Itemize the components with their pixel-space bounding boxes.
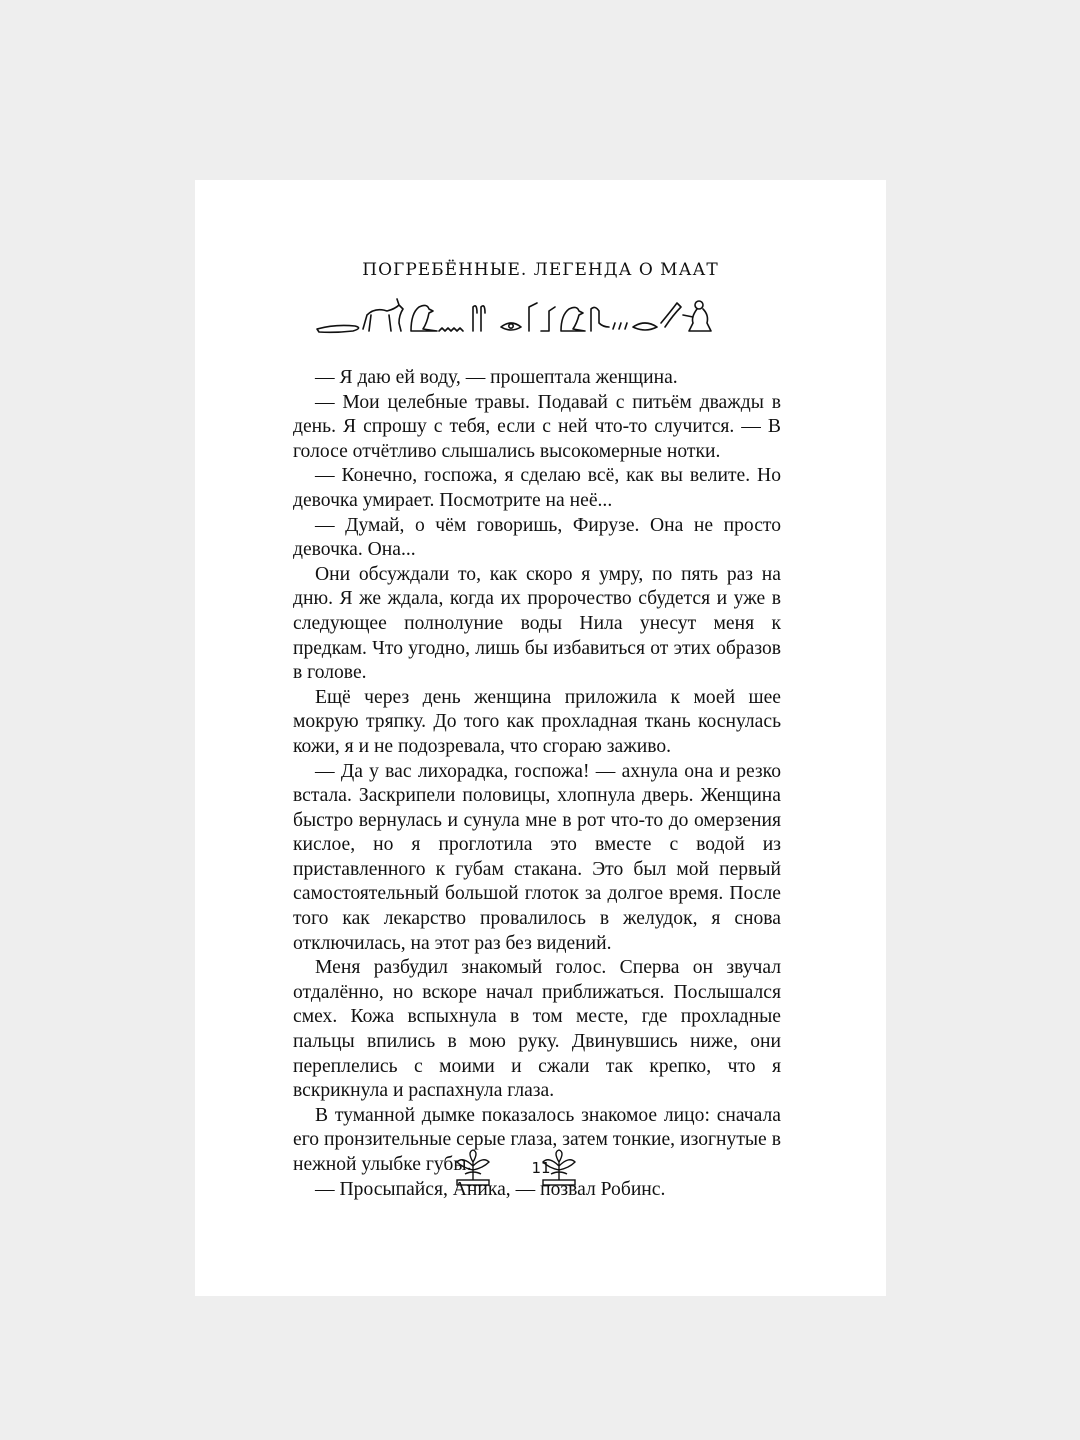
paragraph: Они обсуждали то, как скоро я умру, по пять раз на дню. Я же ждала, когда их пророчество сбудется и уже в следующее полнолуние воды Нила унесут меня к предкам. Что угодно, лишь бы избавиться от этих образов в голове. (293, 563, 781, 684)
paragraph: — Да у вас лихорадка, госпожа! — ахнула она и резко встала. Заскрипели половицы, хлопнула дверь. Женщина быстро вернулась и сунула мне в рот что-то до омерзения кислое, но я проглотила это вместе с водой из приставленного к губам стакана. Это был мой первый самостоятельный большой глоток за долгое время. После того как лекарство провалилось в желудок, я снова отключилась, на этот раз без видений. (293, 760, 781, 954)
paragraph: — Я даю ей воду, — прошептала женщина. (315, 367, 678, 388)
lotus-ornament-icon (453, 1148, 493, 1188)
paragraph: — Мои целебные травы. Подавай с питьём дважды в день. Я спрошу с тебя, если с ней что-то случится. — В голосе отчётливо слышались высокомерные нотки. (293, 391, 781, 462)
paragraph: В туманной дымке показалось знакомое лицо: сначала его пронзительные серые глаза, затем тонкие, изогнутые в нежной улыбке губы. (293, 1104, 781, 1175)
paragraph: Ещё через день женщина приложила к моей шее мокрую тряпку. До того как прохладная ткань коснулась кожи, я и не подозревала, что сгораю заживо. (293, 686, 781, 757)
paragraph: Меня разбудил знакомый голос. Сперва он звучал отдалённо, но вскоре начал приближаться. Послышался смех. Кожа вспыхнула в том месте, где прохладные пальцы впились в мою руку. Двинувшись ниже, они переплелись с моими и сжали так крепко, что я вскрикнула и распахнула глаза. (293, 957, 781, 1102)
paragraph: — Просыпайся, Аника, — позвал Робинс. (315, 1178, 666, 1200)
chapter-text (293, 366, 781, 1202)
lotus-ornament-icon (539, 1148, 579, 1188)
paragraph: — Конечно, госпожа, я сделаю всё, как вы велите. Но девочка умирает. Посмотрите на неё... (293, 465, 781, 511)
page-number: 11 (531, 1159, 551, 1177)
page-footer (195, 1142, 886, 1202)
paragraph: — Думай, о чём говоришь, Фирузе. Она не просто девочка. Она... (293, 514, 781, 561)
book-page (195, 180, 886, 1296)
running-title: ПОГРЕБЁННЫЕ. ЛЕГЕНДА О МААТ (362, 260, 719, 280)
hieroglyph-row-icon (315, 293, 725, 339)
